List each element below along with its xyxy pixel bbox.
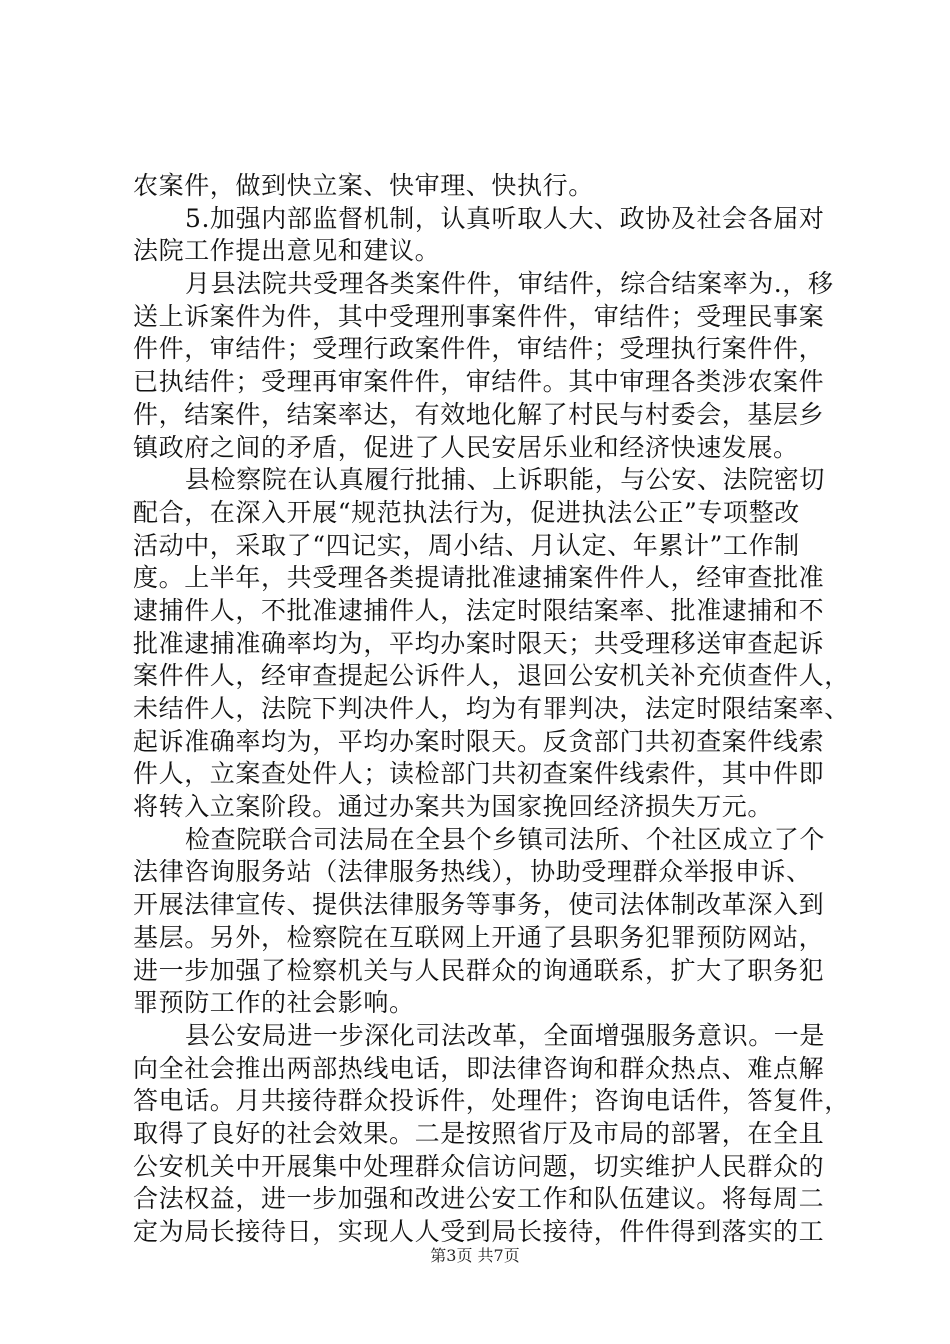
text-line: 向全社会推出两部热线电话，即法律咨询和群众热点、难点解 (133, 1053, 825, 1083)
text-line: 公安机关中开展集中处理群众信访问题，切实维护人民群众的 (133, 1151, 825, 1181)
text-line: 已执结件；受理再审案件件，审结件。其中审理各类涉农案件 (133, 367, 825, 397)
text-line: 件件，审结件；受理行政案件件，审结件；受理执行案件件， (133, 334, 825, 364)
text-line: 配合，在深入开展“规范执法行为，促进执法公正”专项整改 (133, 497, 800, 527)
page-number-footer: 第3页 共7页 (430, 1246, 520, 1265)
text-line: 答电话。月共接待群众投诉件，处理件；咨询电话件，答复件， (133, 1086, 850, 1116)
text-line: 取得了良好的社会效果。二是按照省厅及市局的部署，在全且 (133, 1118, 825, 1148)
text-line: 开展法律宣传、提供法律服务等事务，使司法体制改革深入到 (133, 890, 825, 920)
text-line: 县公安局进一步深化司法改革，全面增强服务意识。一是 (185, 1020, 826, 1050)
text-line: 度。上半年，共受理各类提请批准逮捕案件件人，经审查批准 (133, 563, 825, 593)
text-line: 将转入立案阶段。通过办案共为国家挽回经济损失万元。 (133, 792, 774, 822)
text-line: 5.加强内部监督机制，认真听取人大、政协及社会各届对 (185, 203, 825, 233)
text-line: 活动中，采取了“四记实，周小结、月认定、年累计”工作制 (133, 530, 800, 560)
text-line: 合法权益，进一步加强和改进公安工作和队伍建议。将每周二 (133, 1184, 825, 1214)
text-line: 法律咨询服务站（法律服务热线），协助受理群众举报申诉、 (133, 857, 812, 887)
text-line: 法院工作提出意见和建议。 (133, 236, 441, 266)
text-line: 未结件人，法院下判决件人，均为有罪判决，法定时限结案率、 (133, 694, 850, 723)
text-line: 县检察院在认真履行批捕、上诉职能，与公安、法院密切 (185, 465, 826, 495)
text-line: 批准逮捕准确率均为，平均办案时限天；共受理移送审查起诉 (133, 628, 825, 658)
document-body (133, 170, 850, 1249)
text-line: 罪预防工作的社会影响。 (133, 988, 415, 1018)
text-line: 基层。另外，检察院在互联网上开通了县职务犯罪预防网站， (133, 922, 825, 952)
text-line: 进一步加强了检察机关与人民群众的询通联系，扩大了职务犯 (133, 955, 825, 985)
text-line: 检查院联合司法局在全县个乡镇司法所、个社区成立了个 (185, 824, 826, 854)
text-line: 起诉准确率均为，平均办案时限天。反贪部门共初查案件线索 (133, 726, 825, 756)
text-line: 月县法院共受理各类案件件，审结件，综合结案率为.，移 (185, 269, 834, 299)
text-line: 件，结案件，结案率达，有效地化解了村民与村委会，基层乡 (133, 399, 825, 429)
text-line: 送上诉案件为件，其中受理刑事案件件，审结件；受理民事案 (133, 301, 825, 331)
text-line: 镇政府之间的矛盾，促进了人民安居乐业和经济快速发展。 (133, 432, 799, 462)
text-line: 农案件，做到快立案、快审理、快执行。 (133, 171, 594, 200)
text-line: 件人，立案查处件人；读检部门共初查案件线索件，其中件即 (133, 759, 825, 789)
text-line: 案件件人，经审查提起公诉件人，退回公安机关补充侦查件人， (133, 661, 850, 691)
text-line: 定为局长接待日，实现人人受到局长接待，件件得到落实的工 (133, 1217, 825, 1246)
text-line: 逮捕件人，不批准逮捕件人，法定时限结案率、批准逮捕和不 (133, 595, 825, 625)
